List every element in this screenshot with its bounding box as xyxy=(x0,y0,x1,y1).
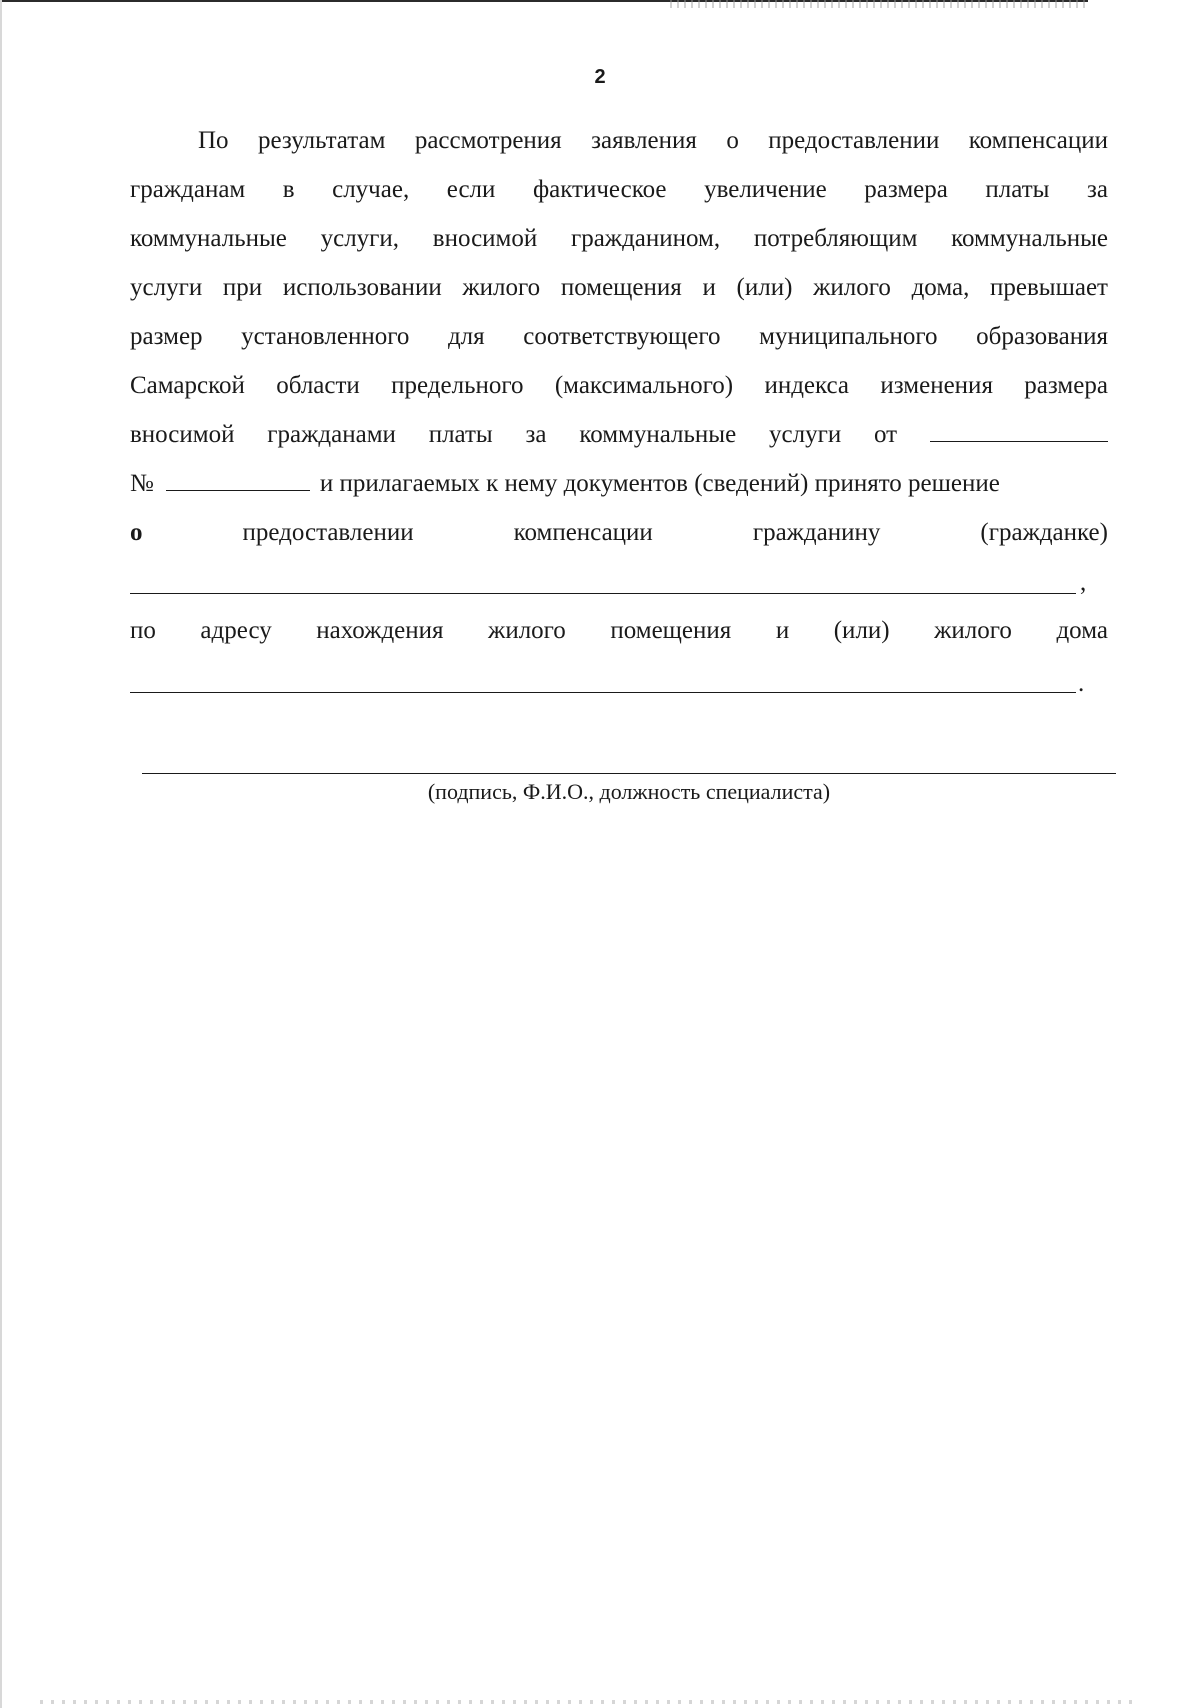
word: и xyxy=(702,274,716,301)
word: (или) xyxy=(736,274,793,301)
citizen-name-blank-field[interactable] xyxy=(130,593,1076,594)
word: индекса xyxy=(764,372,850,399)
number-sign: № xyxy=(130,470,154,497)
word: заявления xyxy=(591,127,697,154)
word: установленного xyxy=(241,323,410,350)
paragraph-line-8 xyxy=(130,464,1108,504)
word: гражданину xyxy=(752,519,881,546)
word: использовании xyxy=(282,274,442,301)
word: дома xyxy=(1056,617,1108,644)
word: платы xyxy=(985,176,1050,203)
word: вносимой xyxy=(130,421,235,448)
word: о xyxy=(130,519,143,546)
paragraph-line-5 xyxy=(130,317,1108,357)
word: результатам xyxy=(257,127,386,154)
word: рассмотрения xyxy=(414,127,562,154)
word: коммунальные xyxy=(130,225,287,252)
word: за xyxy=(525,421,547,448)
word: гражданами xyxy=(267,421,396,448)
word: жилого xyxy=(934,617,1012,644)
word: (максимального) xyxy=(554,372,734,399)
word: жилого xyxy=(488,617,566,644)
line-end-period: . xyxy=(1078,670,1085,697)
word: жилого xyxy=(813,274,891,301)
word: если xyxy=(446,176,496,203)
word: размер xyxy=(130,323,203,350)
paragraph-line-4 xyxy=(130,268,1108,308)
date-blank-field[interactable] xyxy=(930,419,1108,442)
scan-noise-top xyxy=(670,0,1090,8)
address-blank-field[interactable] xyxy=(130,692,1076,693)
word: соответствующего xyxy=(523,323,721,350)
word: о xyxy=(726,127,739,154)
paragraph-line-9 xyxy=(130,513,1108,553)
word: гражданам xyxy=(130,176,246,203)
word: коммунальные xyxy=(951,225,1108,252)
word: и xyxy=(775,617,790,644)
word: фактическое xyxy=(532,176,667,203)
word: жилого xyxy=(462,274,541,301)
word: области xyxy=(276,372,360,399)
word: случае, xyxy=(332,176,410,203)
signature-caption: (подпись, Ф.И.О., должность специалиста) xyxy=(427,779,831,804)
word: от xyxy=(874,421,898,448)
word: помещения xyxy=(560,274,682,301)
paragraph-line-6 xyxy=(130,366,1108,406)
word: увеличение xyxy=(704,176,827,203)
line-end-comma: , xyxy=(1080,569,1087,596)
word: услуги xyxy=(769,421,842,448)
word: вносимой xyxy=(432,225,538,252)
word: изменения xyxy=(880,372,993,399)
word: платы xyxy=(428,421,493,448)
document-number-blank-field[interactable] xyxy=(166,468,310,491)
line-text: и прилагаемых к нему документов (сведений) принято решение xyxy=(319,470,1000,497)
paragraph-line-1 xyxy=(198,121,1108,161)
word: (гражданке) xyxy=(980,519,1108,546)
word: размера xyxy=(864,176,948,203)
word: нахождения xyxy=(316,617,444,644)
word: гражданином, xyxy=(570,225,721,252)
paragraph-line-11 xyxy=(130,611,1108,651)
paragraph-line-7 xyxy=(130,415,1108,455)
page-number: 2 xyxy=(594,66,606,88)
word: потребляющим xyxy=(753,225,918,252)
word: (или) xyxy=(833,617,890,644)
word: для xyxy=(447,323,485,350)
signature-line[interactable] xyxy=(142,773,1116,774)
paragraph-line-3 xyxy=(130,219,1108,259)
word: услуги, xyxy=(320,225,400,252)
word: в xyxy=(282,176,295,203)
word: Самарской xyxy=(130,372,245,399)
word: по xyxy=(130,617,156,644)
word: муниципального xyxy=(759,323,938,350)
word: предоставлении xyxy=(768,127,940,154)
word: превышает xyxy=(990,274,1108,301)
word: По xyxy=(198,127,229,154)
word: компенсации xyxy=(968,127,1108,154)
word: образования xyxy=(976,323,1108,350)
word: предельного xyxy=(391,372,524,399)
word: за xyxy=(1086,176,1108,203)
word: дома, xyxy=(911,274,970,301)
word: коммунальные xyxy=(579,421,737,448)
word: при xyxy=(222,274,263,301)
word: помещения xyxy=(610,617,732,644)
word: предоставлении xyxy=(242,519,414,546)
word: размера xyxy=(1024,372,1108,399)
word: услуги xyxy=(130,274,203,301)
paragraph-line-2 xyxy=(130,170,1108,210)
scan-left-edge xyxy=(0,0,2,1708)
scan-noise-bottom xyxy=(40,1700,1140,1704)
word: компенсации xyxy=(513,519,653,546)
word: адресу xyxy=(200,617,272,644)
